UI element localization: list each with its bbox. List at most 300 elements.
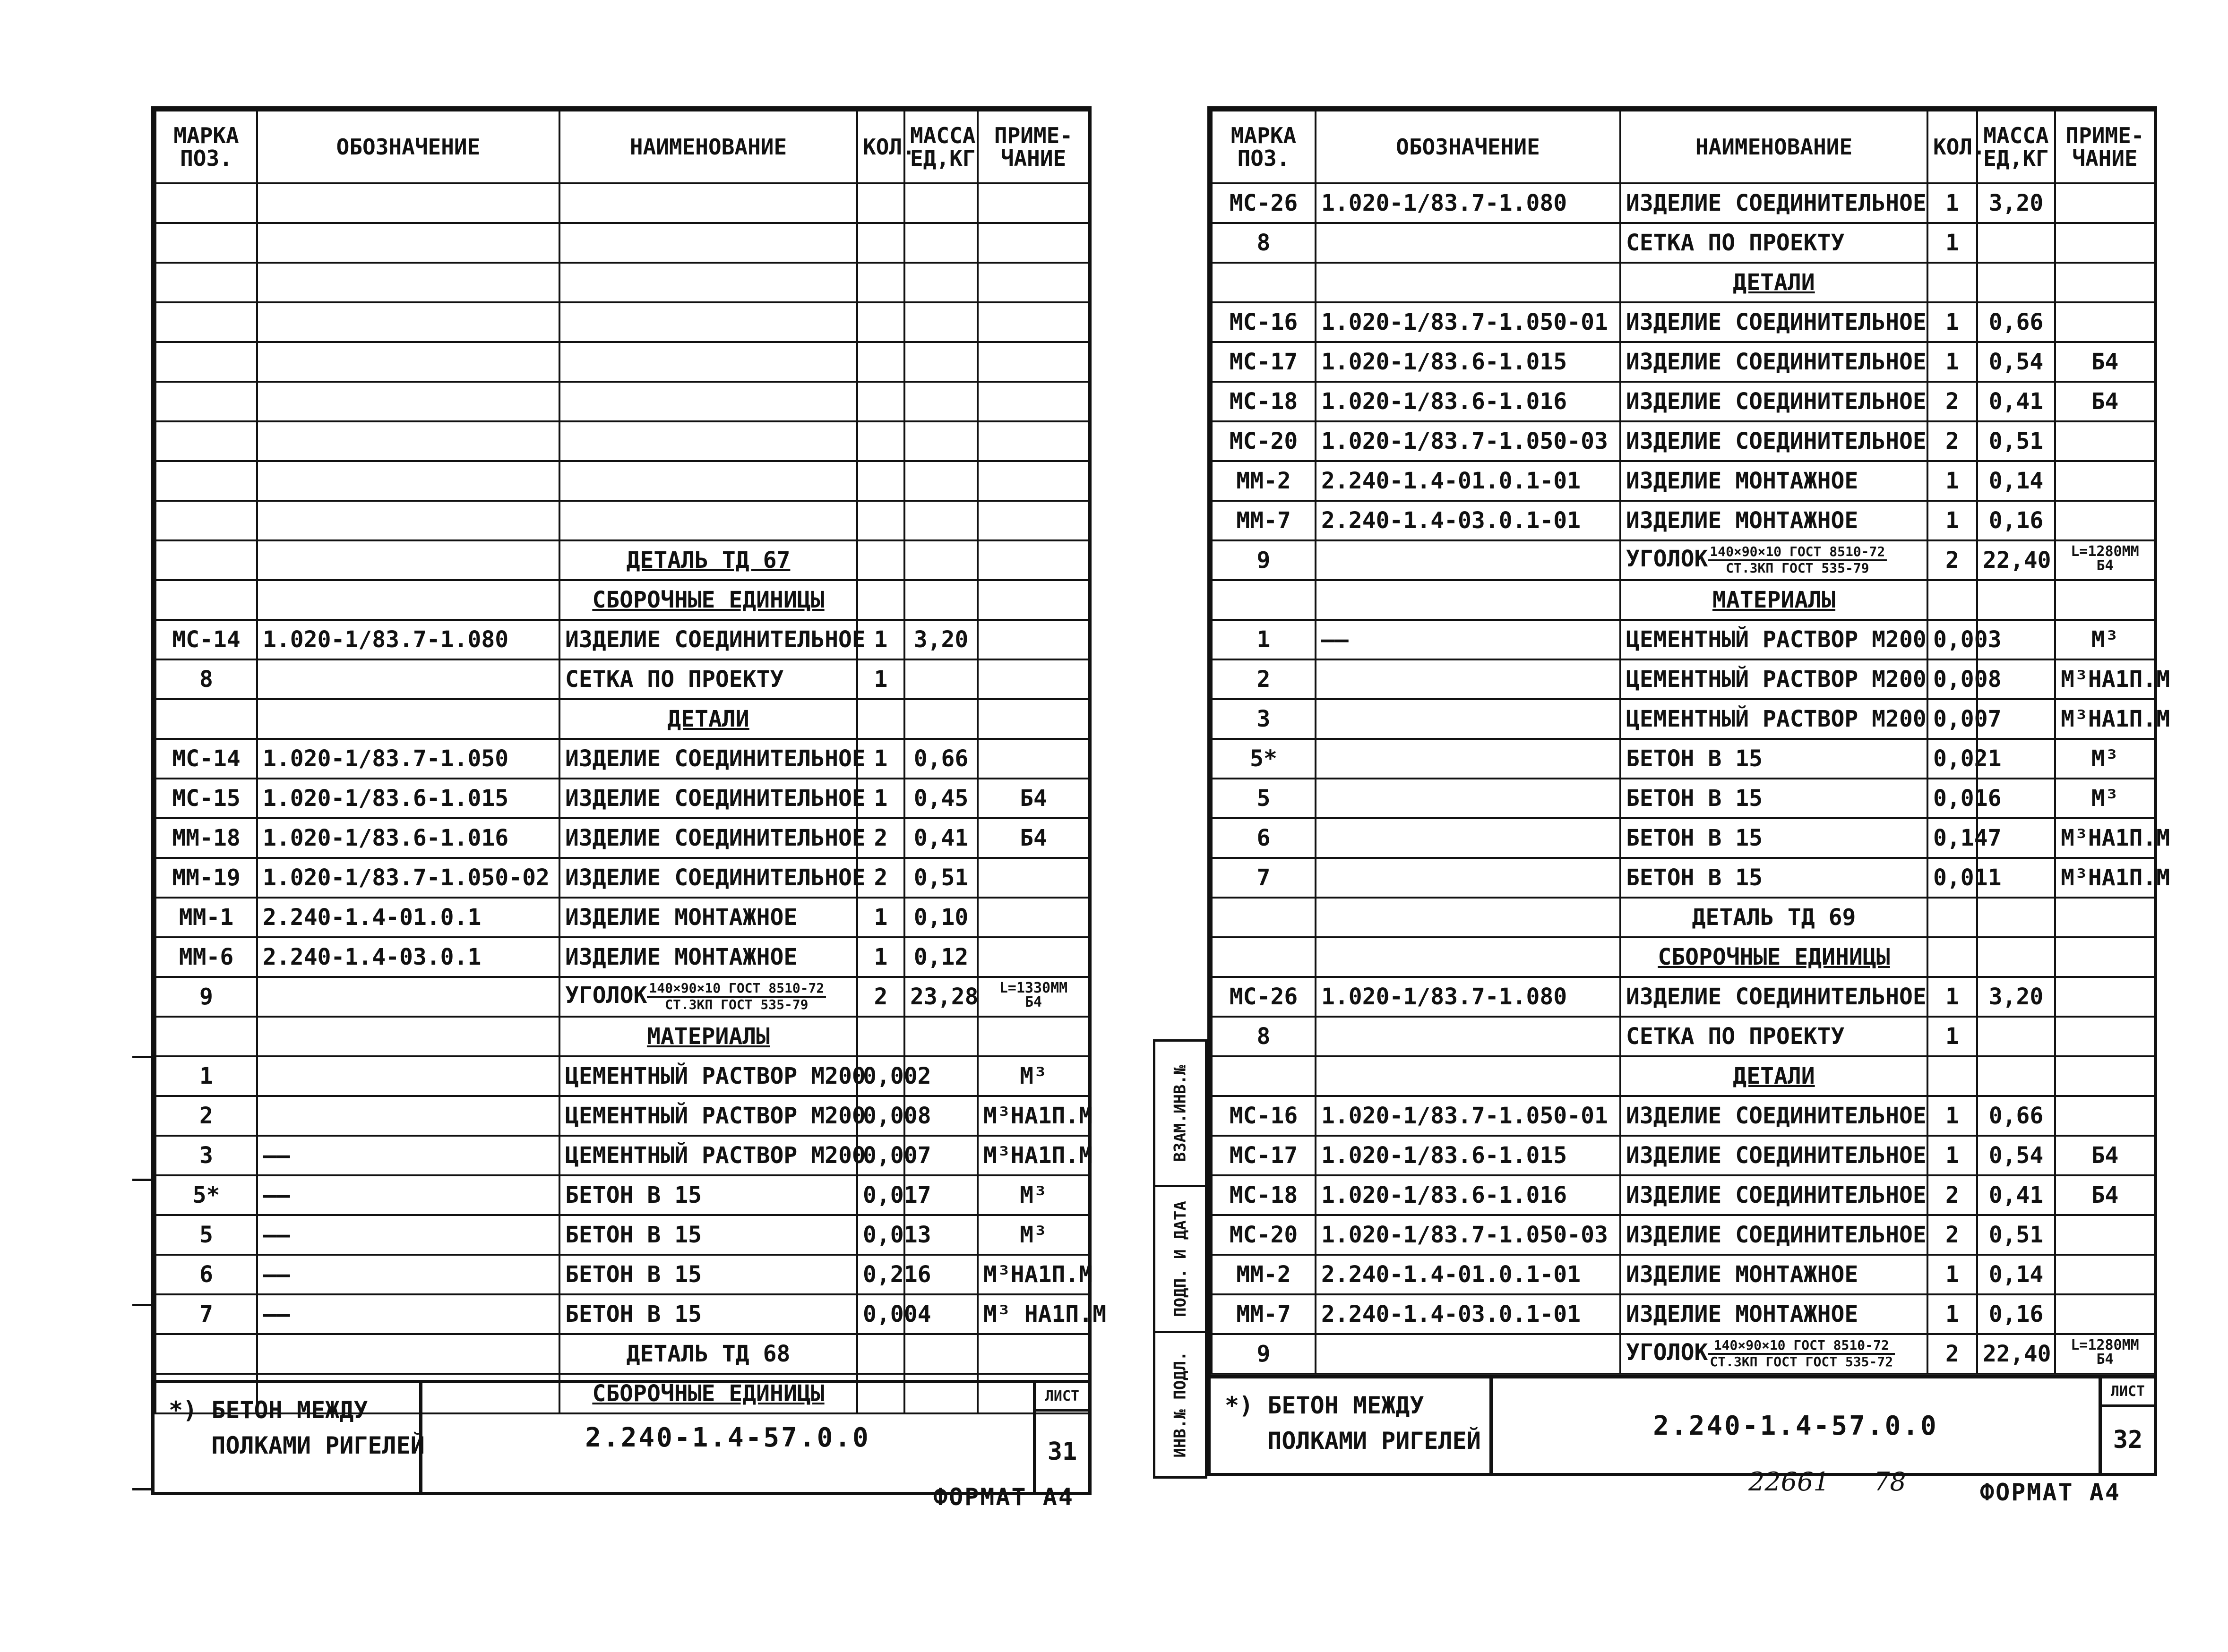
margin-tick xyxy=(132,1056,154,1058)
angle-profile-fraction xyxy=(1708,1338,1895,1370)
qty-cell: 1 xyxy=(1927,461,1977,501)
sheet-label: ЛИСТ xyxy=(2102,1378,2154,1407)
fraction-numerator: 140×90×10 ГОСТ 8510-72 xyxy=(1708,545,1887,561)
name-cell: БЕТОН В 15 xyxy=(559,1255,857,1294)
mark-cell: 8 xyxy=(155,659,257,699)
col-header-note: ПРИМЕ- ЧАНИЕ xyxy=(2055,111,2155,183)
mass-cell: 22,40 xyxy=(1977,540,2055,580)
note-cell xyxy=(978,739,1089,779)
designation-cell xyxy=(257,1056,559,1096)
footnote-concrete: *) БЕТОН МЕЖДУ ПОЛКАМИ РИГЕЛЕЙ xyxy=(1211,1378,1493,1473)
spec-sheet-31 xyxy=(151,106,1107,1495)
name-cell: ИЗДЕЛИЕ СОЕДИНИТЕЛЬНОЕ xyxy=(559,779,857,818)
qty-cell: 2 xyxy=(857,977,904,1017)
mark-cell xyxy=(155,421,257,461)
mark-cell: МС-14 xyxy=(155,620,257,659)
note-cell xyxy=(978,659,1089,699)
designation-cell: —— xyxy=(257,1255,559,1294)
section-heading: ДЕТАЛЬ ТД 68 xyxy=(559,1334,857,1374)
name-cell: ИЗДЕЛИЕ МОНТАЖНОЕ xyxy=(559,937,857,977)
spec-table-right xyxy=(1211,110,2170,1375)
mark-cell: МС-18 xyxy=(1212,1175,1316,1215)
qty-cell: 0,008 xyxy=(1927,659,1977,699)
mark-cell xyxy=(155,461,257,501)
table-row xyxy=(1212,818,2155,858)
qty-cell xyxy=(857,263,904,302)
designation-cell xyxy=(257,421,559,461)
col-header-qty: КОЛ. xyxy=(1927,111,1977,183)
stamp-cell: ИНВ.№ ПОДЛ. xyxy=(1170,1351,1190,1458)
mass-cell xyxy=(904,223,978,263)
table-row xyxy=(1212,1136,2155,1175)
note-cell xyxy=(2055,263,2155,302)
qty-cell: 1 xyxy=(1927,1294,1977,1334)
name-cell xyxy=(559,302,857,342)
designation-cell xyxy=(1316,1056,1620,1096)
document-code: 2.240-1.4-57.0.0 xyxy=(585,1422,870,1453)
section-heading-row xyxy=(155,580,1089,620)
mark-cell: ММ-19 xyxy=(155,858,257,898)
qty-cell: 0,017 xyxy=(857,1175,904,1215)
mark-cell: ММ-2 xyxy=(1212,1255,1316,1294)
designation-cell: 1.020-1/83.7-1.080 xyxy=(257,620,559,659)
note-cell: М³НА1П.М xyxy=(2055,659,2155,699)
col-header-name: НАИМЕНОВАНИЕ xyxy=(1620,111,1927,183)
note-cell: М³ НА1П.М xyxy=(978,1294,1089,1334)
mass-cell: 0,12 xyxy=(904,937,978,977)
qty-cell: 1 xyxy=(1927,977,1977,1017)
note-cell xyxy=(2055,580,2155,620)
section-heading-row xyxy=(1212,263,2155,302)
table-row xyxy=(1212,779,2155,818)
note-cell xyxy=(2055,421,2155,461)
mark-cell: ММ-1 xyxy=(155,898,257,937)
mass-cell xyxy=(904,1334,978,1374)
note-cell xyxy=(978,620,1089,659)
table-row xyxy=(1212,1294,2155,1334)
mark-cell: МС-20 xyxy=(1212,1215,1316,1255)
designation-cell: 1.020-1/83.7-1.050-01 xyxy=(1316,302,1620,342)
section-heading: ДЕТАЛЬ ТД 67 xyxy=(559,540,857,580)
section-heading-row xyxy=(1212,580,2155,620)
mark-cell xyxy=(155,540,257,580)
name-cell: СЕТКА ПО ПРОЕКТУ xyxy=(1620,223,1927,263)
designation-cell xyxy=(257,223,559,263)
designation-cell: 2.240-1.4-01.0.1 xyxy=(257,898,559,937)
title-block-left xyxy=(155,1380,1088,1492)
angle-label: УГОЛОК xyxy=(565,982,647,1009)
note-cell: М³ xyxy=(2055,779,2155,818)
qty-cell: 1 xyxy=(857,779,904,818)
mark-cell xyxy=(155,342,257,382)
table-row xyxy=(155,223,1089,263)
note-cell xyxy=(2055,183,2155,223)
mass-cell xyxy=(1977,263,2055,302)
qty-cell: 1 xyxy=(1927,1136,1977,1175)
designation-cell xyxy=(1316,540,1620,580)
designation-cell xyxy=(257,342,559,382)
designation-cell: 2.240-1.4-03.0.1-01 xyxy=(1316,1294,1620,1334)
length-value: L=1330ММ xyxy=(999,980,1068,996)
name-cell: ЦЕМЕНТНЫЙ РАСТВОР М200 xyxy=(1620,699,1927,739)
mass-cell xyxy=(904,421,978,461)
designation-cell xyxy=(1316,223,1620,263)
mark-cell: ММ-7 xyxy=(1212,501,1316,540)
qty-cell xyxy=(857,580,904,620)
designation-cell xyxy=(1316,580,1620,620)
mass-cell xyxy=(904,659,978,699)
stamp-cell: ВЗАМ.ИНВ.№ xyxy=(1155,1042,1205,1187)
name-cell: ИЗДЕЛИЕ МОНТАЖНОЕ xyxy=(1620,461,1927,501)
mark-cell: МС-20 xyxy=(1212,421,1316,461)
note-cell: М³ xyxy=(2055,739,2155,779)
note-cell: Б4 xyxy=(2055,382,2155,421)
qty-cell: 1 xyxy=(857,659,904,699)
format-label-left: ФОРМАТ А4 xyxy=(933,1483,1074,1511)
mass-cell: 0,41 xyxy=(904,818,978,858)
mark-cell xyxy=(155,1017,257,1056)
length-note xyxy=(2071,1338,2139,1367)
steel-grade: Б4 xyxy=(2096,1351,2114,1368)
mark-cell: 1 xyxy=(1212,620,1316,659)
mass-cell xyxy=(904,501,978,540)
name-cell: ИЗДЕЛИЕ СОЕДИНИТЕЛЬНОЕ xyxy=(559,739,857,779)
note-cell: М³НА1П.М xyxy=(2055,858,2155,898)
mark-cell: МС-14 xyxy=(155,739,257,779)
designation-cell: 1.020-1/83.7-1.080 xyxy=(1316,183,1620,223)
table-row xyxy=(1212,223,2155,263)
note-cell xyxy=(978,580,1089,620)
note-cell xyxy=(2055,302,2155,342)
note-cell xyxy=(978,223,1089,263)
designation-cell xyxy=(257,263,559,302)
mark-cell: 5* xyxy=(1212,739,1316,779)
mass-cell: 3,20 xyxy=(1977,183,2055,223)
name-cell xyxy=(559,461,857,501)
name-cell xyxy=(559,421,857,461)
mark-cell xyxy=(155,501,257,540)
designation-cell xyxy=(1316,1334,1620,1374)
table-row xyxy=(155,779,1089,818)
table-row xyxy=(1212,699,2155,739)
qty-cell: 1 xyxy=(1927,501,1977,540)
spec-sheet-32 xyxy=(1207,106,2170,1476)
mark-cell: МС-16 xyxy=(1212,302,1316,342)
name-cell xyxy=(559,977,857,1017)
note-cell xyxy=(2055,977,2155,1017)
name-cell: ИЗДЕЛИЕ МОНТАЖНОЕ xyxy=(1620,1294,1927,1334)
note-cell xyxy=(2055,1255,2155,1294)
qty-cell: 0,008 xyxy=(857,1096,904,1136)
note-cell xyxy=(2055,937,2155,977)
table-row xyxy=(155,1136,1089,1175)
margin-tick xyxy=(132,1304,154,1306)
name-cell: СЕТКА ПО ПРОЕКТУ xyxy=(1620,1017,1927,1056)
section-heading: ДЕТАЛЬ ТД 69 xyxy=(1620,898,1927,937)
mark-cell: ММ-2 xyxy=(1212,461,1316,501)
note-cell xyxy=(978,1017,1089,1056)
section-heading-row xyxy=(1212,1056,2155,1096)
qty-cell: 0,147 xyxy=(1927,818,1977,858)
qty-cell: 2 xyxy=(1927,540,1977,580)
qty-cell xyxy=(857,183,904,223)
fraction-numerator: 140×90×10 ГОСТ 8510-72 xyxy=(1708,1338,1895,1355)
name-cell: ЦЕМЕНТНЫЙ РАСТВОР М200 xyxy=(559,1056,857,1096)
note-cell xyxy=(978,898,1089,937)
mass-cell: 0,66 xyxy=(1977,302,2055,342)
qty-cell: 1 xyxy=(857,937,904,977)
angle-label: УГОЛОК xyxy=(1626,1339,1708,1366)
mass-cell: 0,16 xyxy=(1977,501,2055,540)
name-cell: ИЗДЕЛИЕ СОЕДИНИТЕЛЬНОЕ xyxy=(559,818,857,858)
section-heading-row xyxy=(1212,898,2155,937)
mass-cell xyxy=(904,263,978,302)
mark-cell: МС-15 xyxy=(155,779,257,818)
note-cell xyxy=(2055,898,2155,937)
table-row xyxy=(155,1215,1089,1255)
name-cell xyxy=(559,223,857,263)
col-header-qty: КОЛ. xyxy=(857,111,904,183)
note-cell xyxy=(978,183,1089,223)
qty-cell xyxy=(857,461,904,501)
note-cell xyxy=(2055,1294,2155,1334)
note-cell: М³ xyxy=(2055,620,2155,659)
mark-cell: МС-26 xyxy=(1212,183,1316,223)
length-value: L=1280ММ xyxy=(2071,543,2139,560)
section-heading-row xyxy=(155,540,1089,580)
designation-cell xyxy=(257,659,559,699)
name-cell: ИЗДЕЛИЕ СОЕДИНИТЕЛЬНОЕ xyxy=(1620,302,1927,342)
mark-cell: 9 xyxy=(155,977,257,1017)
designation-cell: 1.020-1/83.7-1.050-03 xyxy=(1316,1215,1620,1255)
mark-cell: 5 xyxy=(1212,779,1316,818)
name-cell: ИЗДЕЛИЕ СОЕДИНИТЕЛЬНОЕ xyxy=(1620,1136,1927,1175)
length-note xyxy=(999,981,1068,1010)
mass-cell xyxy=(904,461,978,501)
note-cell xyxy=(2055,223,2155,263)
steel-grade: Б4 xyxy=(2096,557,2114,574)
col-header-mass: МАССА ЕД,КГ xyxy=(904,111,978,183)
qty-cell xyxy=(1927,580,1977,620)
section-heading: ДЕТАЛИ xyxy=(559,699,857,739)
mark-cell xyxy=(155,302,257,342)
mark-cell xyxy=(155,699,257,739)
footnote-concrete: *) БЕТОН МЕЖДУ ПОЛКАМИ РИГЕЛЕЙ xyxy=(155,1383,422,1492)
table-row xyxy=(155,1294,1089,1334)
mass-cell xyxy=(1977,1056,2055,1096)
mass-cell xyxy=(904,302,978,342)
mark-cell: 2 xyxy=(155,1096,257,1136)
designation-cell: —— xyxy=(1316,620,1620,659)
table-row xyxy=(1212,1096,2155,1136)
note-cell: Б4 xyxy=(978,779,1089,818)
designation-cell xyxy=(1316,858,1620,898)
qty-cell: 1 xyxy=(1927,342,1977,382)
designation-cell xyxy=(1316,699,1620,739)
qty-cell: 1 xyxy=(857,739,904,779)
mark-cell: МС-18 xyxy=(1212,382,1316,421)
name-cell: ИЗДЕЛИЕ СОЕДИНИТЕЛЬНОЕ xyxy=(1620,342,1927,382)
mark-cell: 6 xyxy=(155,1255,257,1294)
qty-cell: 2 xyxy=(1927,1334,1977,1374)
sheet-number-box xyxy=(2099,1378,2154,1473)
name-cell xyxy=(559,263,857,302)
table-row xyxy=(155,382,1089,421)
mass-cell xyxy=(904,183,978,223)
name-cell: ИЗДЕЛИЕ СОЕДИНИТЕЛЬНОЕ xyxy=(1620,1175,1927,1215)
mass-cell: 0,45 xyxy=(904,779,978,818)
fraction-denominator: СТ.3КП ГОСТ ГОСТ 535-72 xyxy=(1710,1354,1893,1370)
section-heading: МАТЕРИАЛЫ xyxy=(559,1017,857,1056)
name-cell: ИЗДЕЛИЕ СОЕДИНИТЕЛЬНОЕ xyxy=(1620,382,1927,421)
section-heading: МАТЕРИАЛЫ xyxy=(1620,580,1927,620)
designation-cell: 1.020-1/83.7-1.050-02 xyxy=(257,858,559,898)
qty-cell: 2 xyxy=(857,858,904,898)
qty-cell: 1 xyxy=(1927,302,1977,342)
designation-cell: —— xyxy=(257,1294,559,1334)
designation-cell: —— xyxy=(257,1136,559,1175)
section-heading: ДЕТАЛИ xyxy=(1620,263,1927,302)
mass-cell: 3,20 xyxy=(904,620,978,659)
note-cell: М³ xyxy=(978,1056,1089,1096)
note-cell: М³НА1П.М xyxy=(978,1255,1089,1294)
sheet-number: 31 xyxy=(1047,1438,1077,1466)
mass-cell xyxy=(904,1017,978,1056)
note-cell xyxy=(978,858,1089,898)
table-row xyxy=(155,977,1089,1017)
name-cell: БЕТОН В 15 xyxy=(1620,739,1927,779)
designation-cell: 1.020-1/83.6-1.015 xyxy=(257,779,559,818)
section-heading: СБОРОЧНЫЕ ЕДИНИЦЫ xyxy=(1620,937,1927,977)
table-row xyxy=(155,1056,1089,1096)
note-cell xyxy=(978,1334,1089,1374)
mass-cell xyxy=(1977,898,2055,937)
mass-cell: 0,51 xyxy=(904,858,978,898)
col-header-mass: МАССА ЕД,КГ xyxy=(1977,111,2055,183)
name-cell: ИЗДЕЛИЕ СОЕДИНИТЕЛЬНОЕ xyxy=(559,620,857,659)
mark-cell: МС-17 xyxy=(1212,1136,1316,1175)
qty-cell: 2 xyxy=(1927,382,1977,421)
table-row xyxy=(1212,540,2155,580)
note-cell xyxy=(978,937,1089,977)
fraction-denominator: СТ.3КП ГОСТ 535-79 xyxy=(665,997,809,1012)
note-cell xyxy=(978,382,1089,421)
name-cell: ЦЕМЕНТНЫЙ РАСТВОР М200 xyxy=(559,1096,857,1136)
mass-cell xyxy=(904,699,978,739)
table-row xyxy=(1212,342,2155,382)
table-row xyxy=(1212,739,2155,779)
note-cell: М³НА1П.М xyxy=(978,1136,1089,1175)
qty-cell: 1 xyxy=(857,898,904,937)
name-cell: БЕТОН В 15 xyxy=(1620,818,1927,858)
designation-cell xyxy=(257,302,559,342)
format-label-right: ФОРМАТ А4 xyxy=(1980,1479,2121,1506)
qty-cell: 0,216 xyxy=(857,1255,904,1294)
name-cell: ЦЕМЕНТНЫЙ РАСТВОР М200 xyxy=(1620,620,1927,659)
margin-tick xyxy=(132,1179,154,1181)
designation-cell: 1.020-1/83.6-1.015 xyxy=(1316,342,1620,382)
angle-profile-fraction xyxy=(647,981,826,1012)
table-row xyxy=(1212,1017,2155,1056)
qty-cell: 1 xyxy=(857,620,904,659)
qty-cell xyxy=(1927,263,1977,302)
mark-cell: 7 xyxy=(155,1294,257,1334)
name-cell xyxy=(559,342,857,382)
note-cell xyxy=(978,302,1089,342)
qty-cell: 2 xyxy=(857,818,904,858)
mark-cell xyxy=(1212,898,1316,937)
designation-cell: 1.020-1/83.6-1.016 xyxy=(257,818,559,858)
note-cell: М³НА1П.М xyxy=(2055,818,2155,858)
mark-cell: 8 xyxy=(1212,1017,1316,1056)
mark-cell: МС-26 xyxy=(1212,977,1316,1017)
mark-cell xyxy=(1212,580,1316,620)
mark-cell: ММ-6 xyxy=(155,937,257,977)
note-cell xyxy=(2055,1056,2155,1096)
designation-cell xyxy=(1316,263,1620,302)
qty-cell: 2 xyxy=(1927,1175,1977,1215)
table-row xyxy=(1212,620,2155,659)
mass-cell: 0,66 xyxy=(904,739,978,779)
section-heading-row xyxy=(155,1017,1089,1056)
name-cell: ИЗДЕЛИЕ СОЕДИНИТЕЛЬНОЕ xyxy=(1620,1096,1927,1136)
name-cell xyxy=(1620,1334,1927,1374)
mark-cell: 3 xyxy=(155,1136,257,1175)
fraction-denominator: СТ.3КП ГОСТ 535-79 xyxy=(1726,560,1869,576)
qty-cell: 0,007 xyxy=(1927,699,1977,739)
designation-cell xyxy=(257,461,559,501)
qty-cell xyxy=(1927,1056,1977,1096)
mark-cell: 1 xyxy=(155,1056,257,1096)
designation-cell: 2.240-1.4-03.0.1-01 xyxy=(1316,501,1620,540)
table-row xyxy=(1212,1175,2155,1215)
col-header-designation: ОБОЗНАЧЕНИЕ xyxy=(1316,111,1620,183)
qty-cell xyxy=(857,342,904,382)
note-cell xyxy=(2055,540,2155,580)
designation-cell xyxy=(257,382,559,421)
name-cell: ИЗДЕЛИЕ СОЕДИНИТЕЛЬНОЕ xyxy=(1620,1215,1927,1255)
name-cell: БЕТОН В 15 xyxy=(559,1294,857,1334)
mass-cell: 0,41 xyxy=(1977,1175,2055,1215)
table-row xyxy=(155,898,1089,937)
mark-cell: 8 xyxy=(1212,223,1316,263)
mass-cell: 22,40 xyxy=(1977,1334,2055,1374)
note-cell xyxy=(978,342,1089,382)
table-row xyxy=(155,620,1089,659)
qty-cell xyxy=(1927,937,1977,977)
name-cell: ИЗДЕЛИЕ СОЕДИНИТЕЛЬНОЕ xyxy=(1620,421,1927,461)
name-cell: СЕТКА ПО ПРОЕКТУ xyxy=(559,659,857,699)
mark-cell xyxy=(1212,1056,1316,1096)
name-cell: БЕТОН В 15 xyxy=(559,1175,857,1215)
name-cell: ИЗДЕЛИЕ МОНТАЖНОЕ xyxy=(1620,501,1927,540)
qty-cell xyxy=(857,302,904,342)
table-row xyxy=(1212,1215,2155,1255)
qty-cell: 0,002 xyxy=(857,1056,904,1096)
mass-cell: 23,28 xyxy=(904,977,978,1017)
mark-cell: 9 xyxy=(1212,540,1316,580)
steel-grade: Б4 xyxy=(1024,994,1042,1010)
qty-cell: 1 xyxy=(1927,1255,1977,1294)
table-row xyxy=(155,1255,1089,1294)
note-cell: М³ xyxy=(978,1175,1089,1215)
note-cell xyxy=(2055,1334,2155,1374)
mass-cell xyxy=(904,540,978,580)
designation-cell: 1.020-1/83.7-1.050 xyxy=(257,739,559,779)
mass-cell xyxy=(1977,937,2055,977)
mass-cell: 0,54 xyxy=(1977,342,2055,382)
col-header-mark: МАРКА ПОЗ. xyxy=(1212,111,1316,183)
